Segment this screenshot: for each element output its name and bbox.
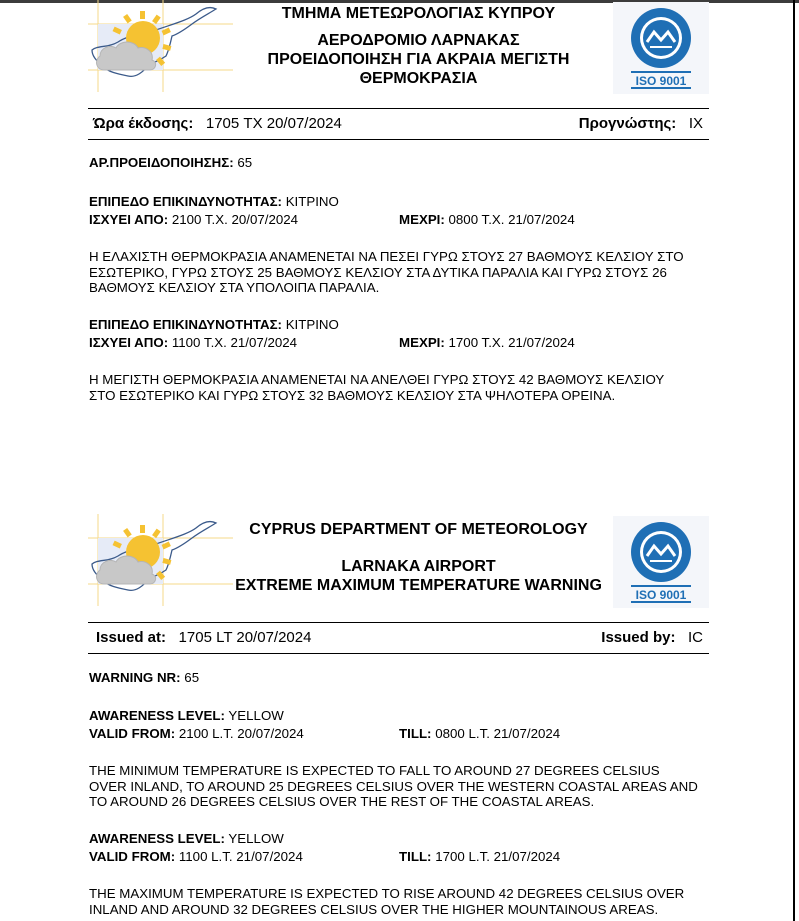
- valid-from-label: VALID FROM:: [89, 726, 176, 741]
- valid-till-label: ΜΕΧΡΙ:: [399, 335, 445, 350]
- issued-label: Issued at:: [96, 629, 167, 646]
- forecaster-value: IX: [688, 115, 703, 132]
- forecaster: [601, 623, 703, 653]
- page-right-border: [793, 0, 795, 921]
- warning-number: [89, 670, 199, 686]
- iso-9001-logo-icon: [613, 2, 709, 94]
- iso-label: ISO 9001: [635, 74, 687, 88]
- warning-nr-value: 65: [237, 155, 253, 170]
- period-1-level: [89, 194, 339, 210]
- valid-till: [399, 335, 575, 351]
- valid-till-value: 0800 L.T. 21/07/2024: [435, 726, 561, 741]
- warning-nr-label: ΑΡ.ΠΡΟΕΙΔΟΠΟΙΗΣΗΣ:: [89, 155, 234, 170]
- valid-from-label: VALID FROM:: [89, 849, 176, 864]
- valid-till: [399, 726, 560, 742]
- period-1-level: [89, 708, 284, 724]
- english-title-block: [228, 520, 609, 595]
- issued-time: [96, 623, 311, 653]
- valid-till-label: TILL:: [399, 726, 432, 741]
- issued-value: 1705 LT 20/07/2024: [178, 629, 312, 646]
- greek-header: [88, 0, 709, 100]
- location-title: LARNAKA AIRPORT: [341, 558, 496, 575]
- valid-from-label: ΙΣΧΥΕΙ ΑΠΟ:: [89, 335, 169, 350]
- valid-till-value: 1700 Τ.Χ. 21/07/2024: [448, 335, 575, 350]
- english-warning-section: [88, 514, 709, 921]
- valid-till: [399, 212, 575, 228]
- valid-till: [399, 849, 560, 865]
- valid-from-value: 2100 L.T. 20/07/2024: [178, 726, 304, 741]
- iso-9001-logo-icon: [613, 516, 709, 608]
- warning-title-line2: ΘΕΡΜΟΚΡΑΣΙΑ: [359, 70, 478, 87]
- forecaster: [579, 109, 703, 139]
- warning-nr-value: 65: [184, 670, 200, 685]
- valid-till-label: TILL:: [399, 849, 432, 864]
- iso-label: ISO 9001: [635, 588, 687, 602]
- valid-till-value: 0800 Τ.Χ. 21/07/2024: [448, 212, 575, 227]
- valid-from-label: ΙΣΧΥΕΙ ΑΠΟ:: [89, 212, 169, 227]
- level-label: ΕΠΙΠΕΔΟ ΕΠΙΚΙΝΔΥΝΟΤΗΤΑΣ:: [89, 194, 282, 209]
- valid-till-value: 1700 L.T. 21/07/2024: [435, 849, 561, 864]
- location-title: ΑΕΡΟΔΡΟΜΙΟ ΛΑΡΝΑΚΑΣ: [317, 32, 520, 49]
- warning-nr-label: WARNING NR:: [89, 670, 181, 685]
- forecaster-label: Issued by:: [601, 629, 676, 646]
- level-label: AWARENESS LEVEL:: [89, 708, 225, 723]
- issued-label: Ώρα έκδοσης:: [93, 115, 194, 132]
- valid-till-label: ΜΕΧΡΙ:: [399, 212, 445, 227]
- valid-from-value: 2100 Τ.Χ. 20/07/2024: [171, 212, 299, 227]
- period-2-description: Η ΜΕΓΙΣΤΗ ΘΕΡΜΟΚΡΑΣΙΑ ΑΝΑΜΕΝΕΤΑΙ ΝΑ ΑΝΕΛΘΕΙ ΓΥΡΩ ΣΤΟΥΣ 42 ΒΑΘΜΟΥΣ ΚΕΛΣΙΟΥ ΣΤΟ ΕΣΩΤΕΡΙΚΟ ΚΑΙ ΓΥΡΩ ΣΤΟΥΣ 32 ΒΑΘΜΟΥΣ ΚΕΛΣΙΟΥ ΣΤΑ ΨΗΛΟΤΕΡΑ ΟΡΕΙΝΑ.: [89, 372, 665, 403]
- english-info-bar: [88, 622, 709, 654]
- period-1-description: Η ΕΛΑΧΙΣΤΗ ΘΕΡΜΟΚΡΑΣΙΑ ΑΝΑΜΕΝΕΤΑΙ ΝΑ ΠΕΣΕΙ ΓΥΡΩ ΣΤΟΥΣ 27 ΒΑΘΜΟΥΣ ΚΕΛΣΙΟΥ ΣΤΟ ΕΣΩΤΕΡΙΚΟ, ΓΥΡΩ ΣΤΟΥΣ 25 ΒΑΘΜΟΥΣ ΚΕΛΣΙΟΥ ΣΤΑ ΔΥΤΙΚΑ ΠΑΡΑΛΙΑ ΚΑΙ ΓΥΡΩ ΣΤΟΥΣ 26 ΒΑΘΜΟΥΣ ΚΕΛΣΙΟΥ ΣΤΑ ΥΠΟΛΟΙΠΑ ΠΑΡΑΛΙΑ.: [89, 249, 684, 295]
- level-value: YELLOW: [228, 831, 284, 846]
- period-1-validity: [89, 212, 689, 228]
- issued-time: [93, 109, 342, 139]
- greek-info-bar: [88, 108, 709, 140]
- org-title: CYPRUS DEPARTMENT OF METEOROLOGY: [249, 521, 588, 538]
- meteorology-logo-icon: [88, 514, 233, 606]
- level-label: AWARENESS LEVEL:: [89, 831, 225, 846]
- period-2-validity: [89, 335, 689, 351]
- forecaster-value: IC: [688, 629, 703, 646]
- valid-from-value: 1100 L.T. 21/07/2024: [178, 849, 303, 864]
- period-1-description: THE MINIMUM TEMPERATURE IS EXPECTED TO FALL TO AROUND 27 DEGREES CELSIUS OVER INLAND, TO AROUND 25 DEGREES CELSIUS OVER THE WESTERN COASTAL AREAS AND TO AROUND 26 DEGREES CELSIUS OVER THE REST OF THE COASTAL AREAS.: [89, 763, 698, 809]
- forecaster-label: Προγνώστης:: [578, 115, 677, 132]
- issued-value: 1705 TX 20/07/2024: [205, 115, 342, 132]
- meteorology-logo-icon: [88, 0, 233, 92]
- level-label: ΕΠΙΠΕΔΟ ΕΠΙΚΙΝΔΥΝΟΤΗΤΑΣ:: [89, 317, 282, 332]
- warning-title-line1: ΠΡΟΕΙΔΟΠΟΙΗΣΗ ΓΙΑ ΑΚΡΑΙΑ ΜΕΓΙΣΤΗ: [267, 51, 570, 68]
- period-2-level: [89, 317, 339, 333]
- org-title: ΤΜΗΜΑ ΜΕΤΕΩΡΟΛΟΓΙΑΣ ΚΥΠΡΟΥ: [281, 5, 556, 22]
- valid-from-value: 1100 Τ.Χ. 21/07/2024: [171, 335, 298, 350]
- period-1-validity: [89, 726, 689, 742]
- level-value: YELLOW: [228, 708, 284, 723]
- english-header: [88, 514, 709, 614]
- period-2-level: [89, 831, 284, 847]
- period-2-validity: [89, 849, 689, 865]
- warning-title: EXTREME MAXIMUM TEMPERATURE WARNING: [235, 577, 602, 594]
- level-value: ΚΙΤΡΙΝΟ: [285, 317, 339, 332]
- level-value: ΚΙΤΡΙΝΟ: [285, 194, 339, 209]
- greek-title-block: [228, 4, 609, 88]
- greek-warning-section: [88, 0, 709, 420]
- warning-number: [89, 155, 252, 171]
- period-2-description: THE MAXIMUM TEMPERATURE IS EXPECTED TO RISE AROUND 42 DEGREES CELSIUS OVER INLAND AND AROUND 32 DEGREES CELSIUS OVER THE HIGHER MOUNTAINOUS AREAS.: [89, 886, 685, 917]
